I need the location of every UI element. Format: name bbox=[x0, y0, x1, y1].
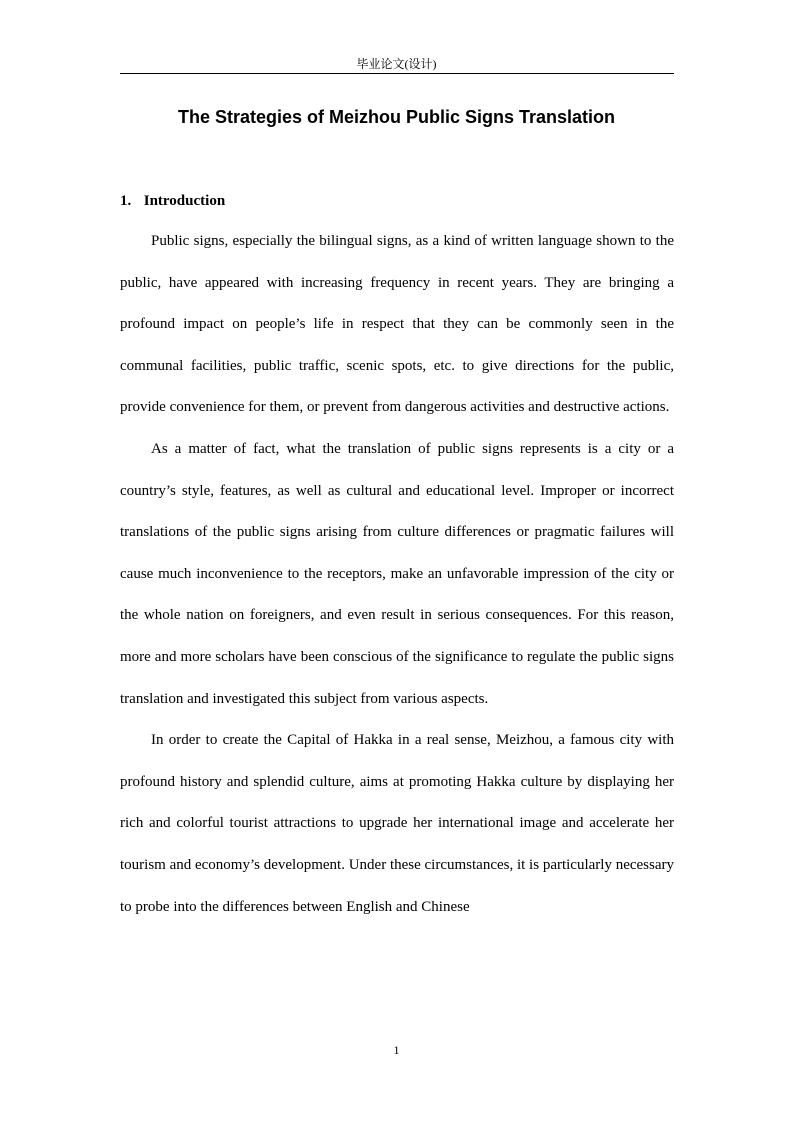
page-number: 1 bbox=[393, 1043, 400, 1057]
paragraph: In order to create the Capital of Hakka in a real sense, Meizhou, a famous city with profound history and splendid culture, aims at promoting Hakka culture by displaying her rich and colorful tourist attractions to upgrade her international image and accelerate her tourism and economy’s development. Under these circumstances, it is particularly necessary to probe into the differences between English and Chinese bbox=[120, 732, 674, 915]
paper-title: The Strategies of Meizhou Public Signs Translation bbox=[177, 107, 616, 127]
running-header: 毕业论文(设计) bbox=[356, 57, 437, 71]
body-text bbox=[120, 221, 674, 928]
section-heading bbox=[120, 191, 674, 211]
paragraph: As a matter of fact, what the translation of public signs represents is a city or a country’s style, features, as well as cultural and educational level. Improper or incorrect translations of the public signs arising from culture differences or pragmatic failures will cause much inconvenience to the receptors, make an unfavorable impression of the city or the whole nation on foreigners, and even result in serious consequences. For this reason, more and more scholars have been conscious of the significance to regulate the public signs translation and investigated this subject from various aspects. bbox=[120, 440, 674, 707]
section-number: 1. bbox=[120, 193, 132, 209]
header-rule bbox=[120, 73, 674, 74]
section-title: Introduction bbox=[143, 193, 226, 209]
paragraph: Public signs, especially the bilingual signs, as a kind of written language shown to the public, have appeared with increasing frequency in recent years. They are bringing a profound impact on people’s life in respect that they can be commonly seen in the communal facilities, public traffic, scenic spots, etc. to give directions for the public, provide convenience for them, or prevent from dangerous activities and destructive actions. bbox=[120, 233, 674, 416]
